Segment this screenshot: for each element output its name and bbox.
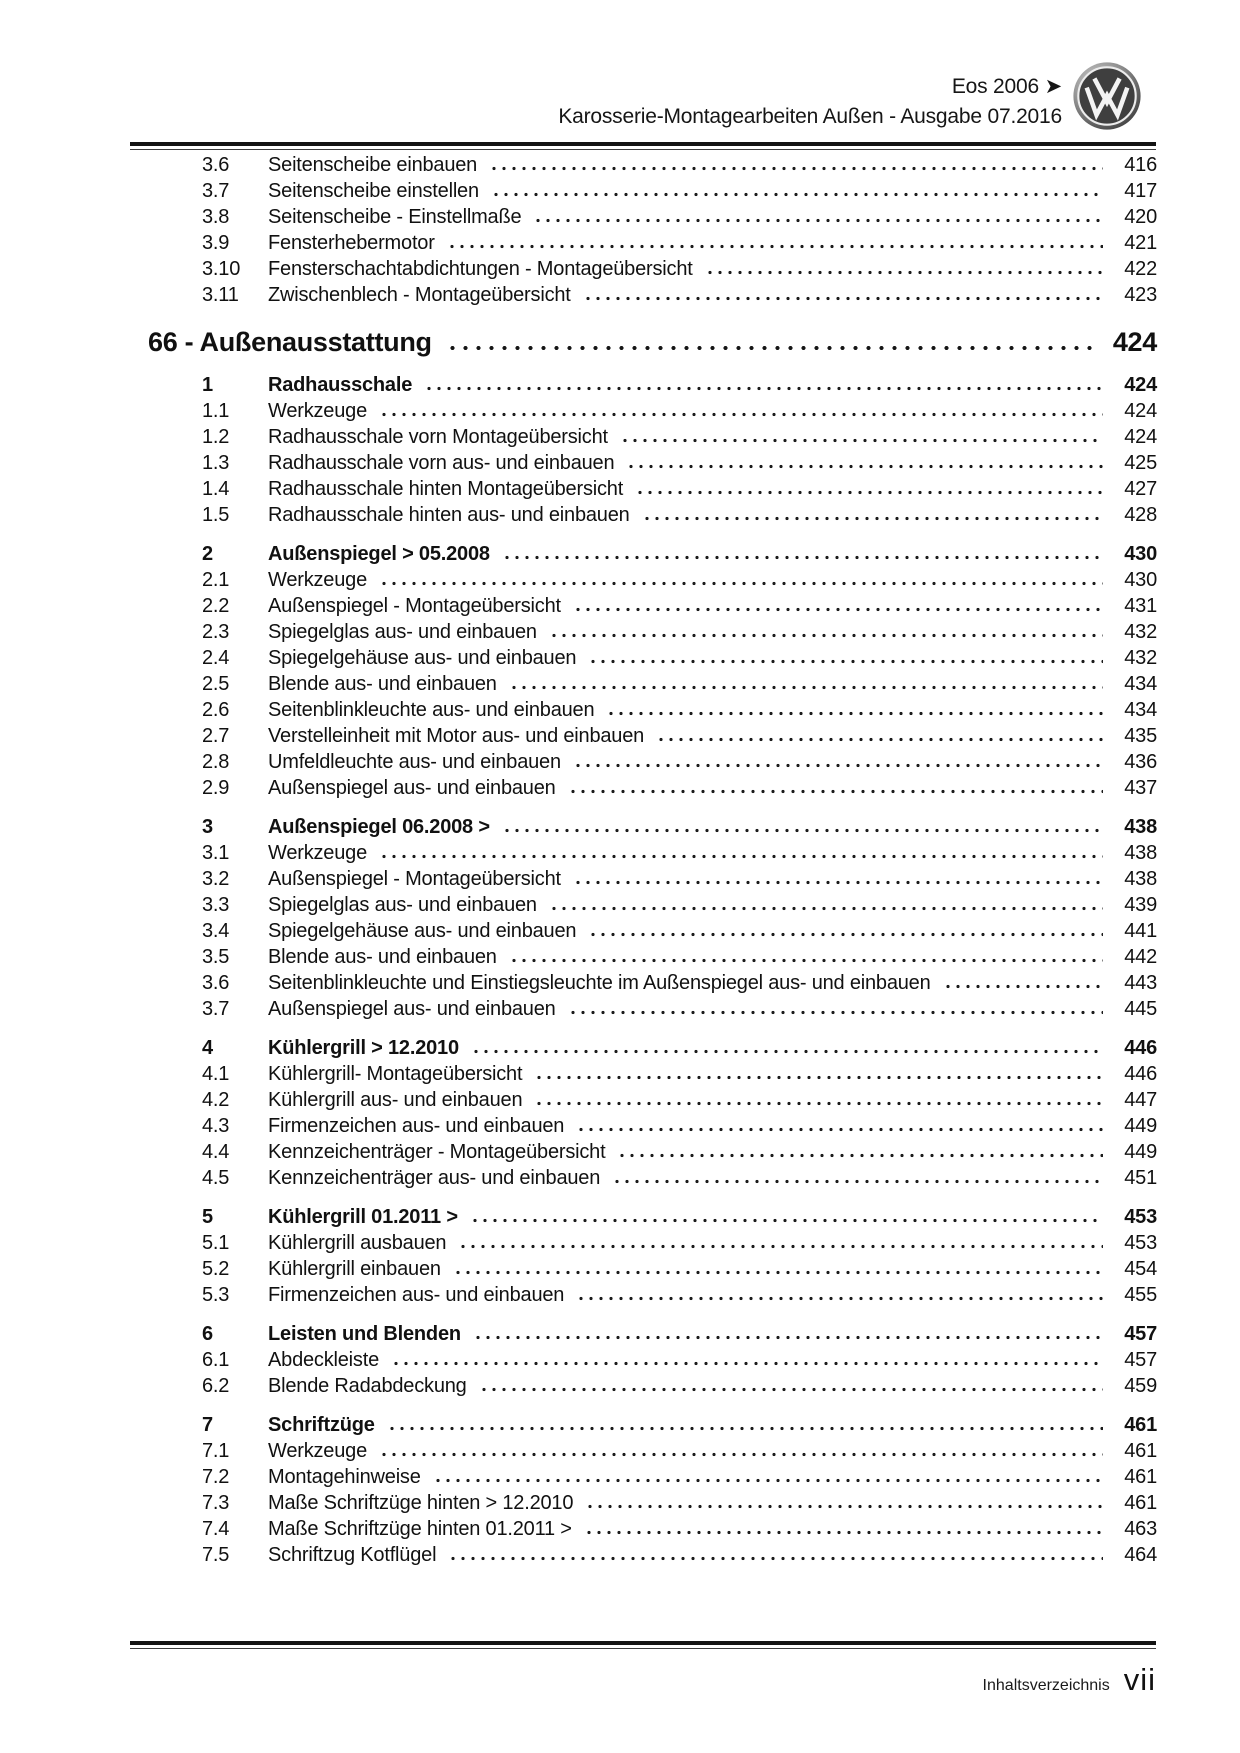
toc-row [133, 476, 1157, 502]
toc-entry-number: 2.7 [202, 725, 230, 747]
toc-entry-title: Seitenscheibe einbauen [268, 154, 478, 176]
dot-leader [502, 555, 1103, 560]
toc-entry-title: Schriftzug Kotflügel [268, 1544, 437, 1566]
toc-row [133, 996, 1157, 1022]
dot-leader [509, 958, 1103, 963]
dot-leader [626, 464, 1103, 469]
toc-entry-title: Leisten und Blenden [268, 1323, 461, 1345]
toc-row [133, 697, 1157, 723]
toc-page-number: 445 [1124, 998, 1157, 1020]
dot-leader [573, 763, 1103, 768]
toc-page-number: 430 [1124, 569, 1157, 591]
toc-page-number: 438 [1124, 816, 1157, 838]
toc-entry-title: Werkzeuge [268, 842, 367, 864]
toc-page-number: 422 [1124, 258, 1157, 280]
toc-page-number: 439 [1124, 894, 1157, 916]
toc-page-number: 447 [1124, 1089, 1157, 1111]
dot-leader [424, 386, 1103, 391]
dot-leader [588, 659, 1103, 664]
toc-page-number: 457 [1124, 1323, 1157, 1345]
toc-row [133, 1035, 1157, 1061]
dot-leader [473, 1335, 1103, 1340]
toc-row [133, 1464, 1157, 1490]
toc-entry-number: 5.1 [202, 1232, 230, 1254]
toc-page-number: 461 [1124, 1466, 1157, 1488]
dot-leader [635, 490, 1103, 495]
toc-row [133, 1516, 1157, 1542]
toc-page-number: 434 [1124, 699, 1157, 721]
toc-entry-title: Seitenblinkleuchte aus- und einbauen [268, 699, 595, 721]
dot-leader [387, 1426, 1103, 1431]
dot-leader [612, 1179, 1103, 1184]
toc-page-number: 449 [1124, 1141, 1157, 1163]
toc-row [133, 1438, 1157, 1464]
toc-entry-number: 6 [202, 1323, 213, 1345]
toc-row [133, 1412, 1157, 1438]
toc-entry-title: Radhausschale hinten Montageübersicht [268, 478, 624, 500]
toc-page-number: 424 [1124, 400, 1157, 422]
dot-leader [617, 1153, 1103, 1158]
toc-entry-number: 3.1 [202, 842, 230, 864]
page-header [558, 72, 1062, 132]
toc-entry-title: Kühlergrill 01.2011 > [268, 1206, 458, 1228]
toc-page-number: 453 [1124, 1232, 1157, 1254]
toc-row [133, 204, 1157, 230]
toc-entry-title: Kühlergrill aus- und einbauen [268, 1089, 523, 1111]
toc-entry-title: Außenspiegel aus- und einbauen [268, 998, 556, 1020]
dot-leader [379, 1452, 1103, 1457]
dot-leader [479, 1387, 1103, 1392]
header-model-line: Eos 2006 ➤ [951, 75, 1062, 98]
footer-divider [130, 1641, 1156, 1649]
toc-entry-number: 3.2 [202, 868, 230, 890]
toc-entry-title: Außenspiegel - Montageübersicht [268, 595, 561, 617]
toc-entry-number: 7.5 [202, 1544, 230, 1566]
dot-leader [620, 438, 1103, 443]
toc-entry-number: 2.6 [202, 699, 230, 721]
dot-leader [448, 1556, 1103, 1561]
toc-row [133, 398, 1157, 424]
toc-entry-title: Firmenzeichen aus- und einbauen [268, 1284, 565, 1306]
toc-row [133, 282, 1157, 308]
toc-entry-number: 1.4 [202, 478, 230, 500]
toc-row [133, 1230, 1157, 1256]
page-footer [983, 1662, 1156, 1698]
dot-leader [568, 789, 1103, 794]
toc-entry-title: Radhausschale vorn aus- und einbauen [268, 452, 615, 474]
toc-entry-number: 2.1 [202, 569, 230, 591]
dot-leader [642, 516, 1103, 521]
toc-page-number: 425 [1124, 452, 1157, 474]
toc-row [133, 1373, 1157, 1399]
toc-page-number: 453 [1124, 1206, 1157, 1228]
toc-entry-number: 7.1 [202, 1440, 230, 1462]
toc-entry-title: Firmenzeichen aus- und einbauen [268, 1115, 565, 1137]
toc-page-number: 442 [1124, 946, 1157, 968]
dot-leader [447, 244, 1103, 249]
toc-entry-number: 5 [202, 1206, 213, 1228]
toc-page-number: 428 [1124, 504, 1157, 526]
toc-entry-number: 3.5 [202, 946, 230, 968]
toc-row [133, 450, 1157, 476]
toc-entry-number: 4.4 [202, 1141, 230, 1163]
footer-section-label: Inhaltsverzeichnis [982, 1677, 1110, 1694]
dot-leader [549, 906, 1103, 911]
toc-entry-number: 3 [202, 816, 213, 838]
toc-page-number: 432 [1124, 621, 1157, 643]
toc-row [133, 1542, 1157, 1568]
toc-entry-title: Blende aus- und einbauen [268, 673, 497, 695]
toc-page-number: 457 [1124, 1349, 1157, 1371]
toc-entry-title: Fensterschachtabdichtungen - Montageübersicht [268, 258, 693, 280]
toc-entry-title: Kühlergrill ausbauen [268, 1232, 447, 1254]
dot-leader [534, 1075, 1103, 1080]
dot-leader [391, 1361, 1103, 1366]
dot-leader [585, 1504, 1103, 1509]
toc-entry-title: Schriftzüge [268, 1414, 375, 1436]
toc-entry-title: Verstelleinheit mit Motor aus- und einbauen [268, 725, 645, 747]
toc-entry-number: 2.2 [202, 595, 230, 617]
toc-page-number: 435 [1124, 725, 1157, 747]
toc-row [133, 178, 1157, 204]
dot-leader [509, 685, 1103, 690]
toc-page-number: 449 [1124, 1115, 1157, 1137]
toc-row [133, 1347, 1157, 1373]
toc-entry-title: Außenspiegel > 05.2008 [268, 543, 490, 565]
toc-page-number: 437 [1124, 777, 1157, 799]
toc-entry-title: Blende aus- und einbauen [268, 946, 497, 968]
toc-entry-number: 4.3 [202, 1115, 230, 1137]
dot-leader [491, 192, 1103, 197]
toc-part-heading-label: 66 - Außenausstattung [148, 327, 432, 357]
toc-entry-title: Kühlergrill- Montageübersicht [268, 1063, 523, 1085]
toc-page-number: 446 [1124, 1063, 1157, 1085]
dot-leader [656, 737, 1103, 742]
toc-entry-title: Abdeckleiste [268, 1349, 379, 1371]
toc-row [133, 866, 1157, 892]
toc-entry-number: 7 [202, 1414, 213, 1436]
toc-entry-title: Seitenblinkleuchte und Einstiegsleuchte im Außenspiegel aus- und einbauen [268, 972, 931, 994]
toc-page-number: 459 [1124, 1375, 1157, 1397]
toc-row [133, 892, 1157, 918]
toc-entry-number: 3.6 [202, 972, 230, 994]
toc-row [133, 593, 1157, 619]
vw-logo-icon [1072, 60, 1142, 132]
toc-page-number: 424 [1112, 327, 1157, 357]
toc-page-number: 446 [1124, 1037, 1157, 1059]
toc-entry-number: 6.1 [202, 1349, 230, 1371]
dot-leader [379, 854, 1103, 859]
toc-entry-title: Kühlergrill > 12.2010 [268, 1037, 459, 1059]
toc-entry-number: 1.2 [202, 426, 230, 448]
toc-entry-title: Kühlergrill einbauen [268, 1258, 441, 1280]
dot-leader [471, 1049, 1103, 1054]
toc-entry-title: Umfeldleuchte aus- und einbauen [268, 751, 561, 773]
toc-page-number: 438 [1124, 868, 1157, 890]
toc-entry-number: 5.2 [202, 1258, 230, 1280]
toc-row [133, 1490, 1157, 1516]
toc-page-number: 438 [1124, 842, 1157, 864]
toc-row [133, 970, 1157, 996]
toc-row [133, 1139, 1157, 1165]
dot-leader [470, 1218, 1103, 1223]
toc-entry-title: Maße Schriftzüge hinten > 12.2010 [268, 1492, 574, 1514]
toc-entry-number: 3.7 [202, 180, 230, 202]
toc-entry-number: 7.2 [202, 1466, 230, 1488]
toc-entry-title: Spiegelglas aus- und einbauen [268, 621, 537, 643]
toc-row [133, 1165, 1157, 1191]
dot-leader [379, 412, 1103, 417]
toc-entry-title: Werkzeuge [268, 569, 367, 591]
toc-entry-title: Außenspiegel aus- und einbauen [268, 777, 556, 799]
toc-entry-number: 2.3 [202, 621, 230, 643]
toc-page-number: 443 [1124, 972, 1157, 994]
toc-row [133, 567, 1157, 593]
toc-row [133, 749, 1157, 775]
toc-row [133, 1061, 1157, 1087]
toc-row [133, 256, 1157, 282]
toc-entry-number: 7.4 [202, 1518, 230, 1540]
toc-page-number: 423 [1124, 284, 1157, 306]
toc-entry-title: Spiegelglas aus- und einbauen [268, 894, 537, 916]
toc-entry-title: Außenspiegel - Montageübersicht [268, 868, 561, 890]
toc [133, 152, 1157, 1568]
toc-page-number: 461 [1124, 1440, 1157, 1462]
toc-entry-number: 3.6 [202, 154, 230, 176]
toc-row [133, 1204, 1157, 1230]
toc-row [133, 152, 1157, 178]
toc-entry-title: Maße Schriftzüge hinten 01.2011 > [268, 1518, 572, 1540]
dot-leader [568, 1010, 1103, 1015]
toc-entry-title: Montagehinweise [268, 1466, 421, 1488]
toc-row [133, 1256, 1157, 1282]
toc-row [133, 918, 1157, 944]
toc-page-number: 461 [1124, 1414, 1157, 1436]
toc-row [133, 372, 1157, 398]
dot-leader [502, 828, 1103, 833]
toc-entry-number: 7.3 [202, 1492, 230, 1514]
toc-page-number: 416 [1124, 154, 1157, 176]
toc-page-number: 432 [1124, 647, 1157, 669]
toc-row [133, 230, 1157, 256]
toc-row [133, 424, 1157, 450]
dot-leader [606, 711, 1103, 716]
toc-row [133, 1282, 1157, 1308]
toc-row [133, 645, 1157, 671]
toc-page-number: 431 [1124, 595, 1157, 617]
dot-leader [534, 1101, 1103, 1106]
toc-entry-number: 3.8 [202, 206, 230, 228]
toc-entry-title: Radhausschale vorn Montageübersicht [268, 426, 608, 448]
toc-page-number: 424 [1124, 374, 1157, 396]
toc-row [133, 840, 1157, 866]
toc-row [133, 619, 1157, 645]
toc-entry-number: 3.3 [202, 894, 230, 916]
header-doc-line: Karosserie-Montagearbeiten Außen - Ausgabe 07.2016 [558, 105, 1062, 128]
toc-row [133, 1087, 1157, 1113]
footer-page-number: vii [1123, 1662, 1156, 1697]
toc-row [133, 814, 1157, 840]
toc-page-number: 430 [1124, 543, 1157, 565]
dot-leader [588, 932, 1103, 937]
toc-entry-title: Spiegelgehäuse aus- und einbauen [268, 647, 577, 669]
toc-page-number: 451 [1124, 1167, 1157, 1189]
toc-row [133, 502, 1157, 528]
toc-page-number: 463 [1124, 1518, 1157, 1540]
toc-row [133, 775, 1157, 801]
dot-leader [446, 345, 1097, 351]
toc-row [133, 671, 1157, 697]
toc-entry-number: 2.5 [202, 673, 230, 695]
toc-page-number: 461 [1124, 1492, 1157, 1514]
toc-entry-number: 1 [202, 374, 213, 396]
toc-page-number: 424 [1124, 426, 1157, 448]
toc-entry-title: Kennzeichenträger aus- und einbauen [268, 1167, 601, 1189]
toc-row [133, 1113, 1157, 1139]
toc-page-number: 454 [1124, 1258, 1157, 1280]
toc-entry-number: 1.5 [202, 504, 230, 526]
toc-row [133, 541, 1157, 567]
toc-entry-number: 3.9 [202, 232, 230, 254]
toc-page-number: 441 [1124, 920, 1157, 942]
dot-leader [489, 166, 1103, 171]
toc-page-number: 436 [1124, 751, 1157, 773]
toc-page-number: 455 [1124, 1284, 1157, 1306]
dot-leader [943, 984, 1103, 989]
dot-leader [584, 1530, 1103, 1535]
toc-part-heading-row [133, 325, 1157, 359]
dot-leader [433, 1478, 1103, 1483]
toc-entry-title: Kennzeichenträger - Montageübersicht [268, 1141, 606, 1163]
toc-entry-title: Außenspiegel 06.2008 > [268, 816, 490, 838]
dot-leader [705, 270, 1103, 275]
toc-entry-title: Spiegelgehäuse aus- und einbauen [268, 920, 577, 942]
toc-entry-title: Zwischenblech - Montageübersicht [268, 284, 571, 306]
toc-entry-number: 5.3 [202, 1284, 230, 1306]
toc-row [133, 1321, 1157, 1347]
toc-entry-title: Werkzeuge [268, 1440, 367, 1462]
toc-entry-number: 6.2 [202, 1375, 230, 1397]
toc-page-number: 464 [1124, 1544, 1157, 1566]
toc-entry-number: 2 [202, 543, 213, 565]
toc-entry-number: 3.7 [202, 998, 230, 1020]
dot-leader [549, 633, 1103, 638]
dot-leader [583, 296, 1103, 301]
dot-leader [573, 607, 1103, 612]
toc-entry-number: 3.4 [202, 920, 230, 942]
toc-page-number: 421 [1124, 232, 1157, 254]
toc-row [133, 723, 1157, 749]
toc-entry-number: 2.8 [202, 751, 230, 773]
toc-row [133, 944, 1157, 970]
toc-entry-title: Werkzeuge [268, 400, 367, 422]
toc-entry-number: 3.10 [202, 258, 241, 280]
toc-entry-number: 4.2 [202, 1089, 230, 1111]
toc-entry-number: 3.11 [202, 284, 239, 306]
dot-leader [453, 1270, 1103, 1275]
toc-entry-title: Radhausschale [268, 374, 413, 396]
dot-leader [533, 218, 1103, 223]
toc-entry-number: 1.3 [202, 452, 230, 474]
toc-entry-title: Fensterhebermotor [268, 232, 435, 254]
toc-entry-title: Radhausschale hinten aus- und einbauen [268, 504, 630, 526]
dot-leader [458, 1244, 1103, 1249]
toc-entry-title: Seitenscheibe - Einstellmaße [268, 206, 522, 228]
header-divider [130, 142, 1156, 150]
toc-page-number: 420 [1124, 206, 1157, 228]
toc-entry-number: 2.4 [202, 647, 230, 669]
dot-leader [379, 581, 1103, 586]
toc-page-number: 417 [1124, 180, 1157, 202]
toc-entry-number: 1.1 [202, 400, 230, 422]
toc-entry-title: Blende Radabdeckung [268, 1375, 467, 1397]
toc-page-number: 434 [1124, 673, 1157, 695]
toc-entry-number: 4.5 [202, 1167, 230, 1189]
toc-entry-number: 4 [202, 1037, 213, 1059]
dot-leader [576, 1127, 1103, 1132]
dot-leader [573, 880, 1103, 885]
toc-entry-number: 4.1 [202, 1063, 230, 1085]
dot-leader [576, 1296, 1103, 1301]
toc-page-number: 427 [1124, 478, 1157, 500]
toc-entry-number: 2.9 [202, 777, 230, 799]
toc-entry-title: Seitenscheibe einstellen [268, 180, 479, 202]
